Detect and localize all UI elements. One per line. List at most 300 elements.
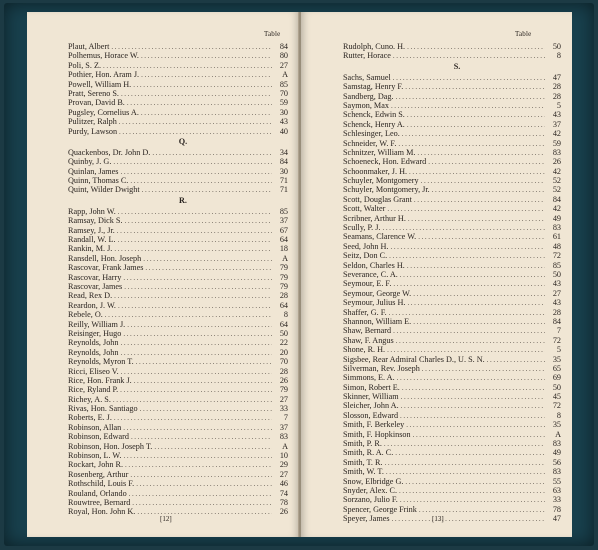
entry-name: Rothschild, Louis F. [68, 479, 135, 489]
index-entry [68, 254, 288, 263]
page-number: [12] [160, 515, 172, 523]
dot-leader [417, 149, 545, 158]
index-entry [68, 235, 288, 244]
entry-name: Provan, David B. [68, 98, 125, 108]
entry-name: Simmons, E. A. [343, 373, 395, 383]
dot-leader [402, 384, 545, 393]
entry-table-number: 83 [552, 439, 561, 449]
entry-table-number: 59 [279, 98, 288, 108]
entry-table-number: 84 [552, 316, 561, 326]
entry-name: Scott, Walter [343, 204, 386, 214]
entry-table-number: 85 [552, 260, 561, 270]
dot-leader [117, 227, 272, 236]
entry-name: Reisinger, Hugo [68, 328, 122, 338]
entry-table-number: 5 [556, 345, 561, 355]
entry-name: Seed, John H. [343, 241, 389, 251]
index-entry [343, 148, 561, 157]
entry-name: Reynolds, Myron T. [68, 357, 134, 367]
dot-leader [407, 262, 545, 271]
entry-name: Sachs, Samuel [343, 72, 391, 82]
entry-table-number: 65 [552, 363, 561, 373]
index-entry [68, 226, 288, 235]
index-entry [343, 214, 561, 223]
index-entry [343, 448, 561, 457]
entry-table-number: 79 [279, 272, 288, 282]
entry-table-number: 72 [552, 335, 561, 345]
dot-leader [405, 83, 545, 92]
index-entry [68, 80, 288, 89]
entry-table-number: 43 [552, 279, 561, 289]
entry-table-number: 46 [279, 479, 288, 489]
entry-table-number: 74 [279, 488, 288, 498]
dot-leader [121, 90, 272, 99]
entry-table-number: 85 [279, 206, 288, 216]
entry-table-number: 55 [552, 476, 561, 486]
entry-name: Rice, Ryland P. [68, 385, 119, 395]
entry-table-number: 8 [283, 310, 288, 320]
dot-leader [390, 243, 545, 252]
dot-leader [391, 102, 545, 111]
index-entry [68, 42, 288, 51]
entry-table-number: 18 [279, 244, 288, 254]
dot-leader [130, 177, 272, 186]
index-column [68, 42, 288, 517]
entry-name: Schnitzer, William M. [343, 147, 416, 157]
entry-name: Spencer, George Frink [343, 504, 417, 514]
dot-leader [384, 440, 545, 449]
index-entry [68, 367, 288, 376]
entry-table-number: 28 [279, 366, 288, 376]
index-entry [343, 317, 561, 326]
index-entry [68, 157, 288, 166]
entry-name: Schenck, Henry A. [343, 119, 405, 129]
entry-name: Ransdell, Hon. Joseph [68, 253, 142, 263]
entry-table-number: 8 [556, 51, 561, 61]
entry-name: Rankin, M. J. [68, 244, 113, 254]
entry-table-number: 64 [279, 319, 288, 329]
index-entry [343, 204, 561, 213]
index-entry [68, 108, 288, 117]
dot-leader [129, 490, 272, 499]
dot-leader [397, 374, 545, 383]
dot-leader [123, 424, 272, 433]
dot-leader [152, 149, 272, 158]
entry-name: Purdy, Lawson [68, 126, 118, 136]
dot-leader [132, 499, 272, 508]
index-entry [68, 207, 288, 216]
entry-table-number: 78 [552, 504, 561, 514]
entry-name: Plaut, Albert [68, 42, 110, 51]
entry-table-number: 28 [279, 291, 288, 301]
entry-table-number: 26 [552, 157, 561, 167]
entry-name: Quinlan, James [68, 166, 119, 176]
index-entry [343, 101, 561, 110]
dot-leader [400, 271, 545, 280]
entry-table-number: A [282, 441, 288, 451]
entry-name: Smith, F. Berkeley [343, 420, 405, 430]
index-entry [68, 432, 288, 441]
dot-leader [114, 414, 272, 423]
index-entry [68, 282, 288, 291]
index-entry [68, 507, 288, 516]
entry-name: Poli, S. Z. [68, 60, 101, 70]
index-entry [343, 411, 561, 420]
index-entry [68, 51, 288, 60]
entry-name: Roberts, E. J. [68, 413, 112, 423]
entry-table-number: 72 [552, 401, 561, 411]
entry-table-number: 33 [552, 495, 561, 505]
index-entry [68, 117, 288, 126]
entry-table-number: 42 [552, 166, 561, 176]
index-entry [343, 486, 561, 495]
index-entry [68, 176, 288, 185]
entry-table-number: 83 [552, 467, 561, 477]
entry-name: Rivas, Hon. Santiago [68, 404, 138, 414]
entry-table-number: 80 [279, 51, 288, 61]
dot-leader [401, 402, 545, 411]
entry-name: Samstag, Henry F. [343, 82, 404, 92]
index-entry [343, 195, 561, 204]
index-entry [343, 439, 561, 448]
entry-table-number: 7 [283, 413, 288, 423]
entry-table-number: 70 [279, 357, 288, 367]
dot-leader [422, 365, 545, 374]
entry-table-number: 37 [279, 216, 288, 226]
entry-name: Read, Rex D. [68, 291, 113, 301]
entry-table-number: 42 [552, 204, 561, 214]
index-entry [68, 98, 288, 107]
entry-table-number: 84 [279, 157, 288, 167]
entry-name: Pratt, Sereno S. [68, 88, 119, 98]
dot-leader [413, 431, 545, 440]
page-number: [13] [432, 515, 444, 523]
index-entry [343, 308, 561, 317]
entry-name: Silverman, Rev. Joseph [343, 363, 420, 373]
entry-table-number: 26 [279, 507, 288, 517]
index-entry [68, 395, 288, 404]
entry-name: Saymon, Max [343, 100, 389, 110]
entry-table-number: 83 [279, 432, 288, 442]
entry-table-number: A [555, 429, 561, 439]
entry-name: Rosenberg, Arthur [68, 469, 129, 479]
dot-leader [125, 217, 272, 226]
entry-table-number: 83 [552, 223, 561, 233]
index-entry [343, 139, 561, 148]
dot-leader [392, 515, 545, 524]
index-entry [343, 467, 561, 476]
index-entry [343, 167, 561, 176]
entry-table-number: 37 [279, 422, 288, 432]
entry-name: Schneider, W. F. [343, 138, 397, 148]
dot-leader [137, 508, 272, 517]
dot-leader [393, 327, 545, 336]
index-entry [343, 289, 561, 298]
entry-name: Rouwtree, Bernard [68, 497, 131, 507]
index-entry [68, 470, 288, 479]
index-entry [68, 244, 288, 253]
entry-name: Sandberg, Dag. [343, 91, 394, 101]
entry-table-number: 43 [552, 298, 561, 308]
entry-table-number: A [282, 70, 288, 80]
index-entry [68, 320, 288, 329]
entry-table-number: 28 [552, 307, 561, 317]
entry-table-number: 22 [279, 338, 288, 348]
index-entry [68, 460, 288, 469]
dot-leader [413, 318, 545, 327]
index-entry [68, 489, 288, 498]
entry-name: Pulitzer, Ralph [68, 117, 117, 127]
dot-leader [407, 121, 545, 130]
dot-leader [418, 233, 545, 242]
dot-leader [140, 405, 272, 414]
index-entry [68, 127, 288, 136]
entry-name: Robinson, Hon. Joseph T. [68, 441, 153, 451]
entry-name: Scribner, Arthur H. [343, 213, 406, 223]
dot-leader [127, 321, 272, 330]
entry-table-number: A [282, 253, 288, 263]
index-entry [343, 392, 561, 401]
entry-name: Rascovar, Harry [68, 272, 122, 282]
index-entry [343, 251, 561, 260]
index-entry [343, 51, 561, 60]
entry-name: Scott, Douglas Grant [343, 194, 412, 204]
index-entry [68, 216, 288, 225]
entry-name: Reynolds, John [68, 347, 119, 357]
dot-leader [136, 480, 272, 489]
dot-leader [114, 292, 272, 301]
entry-table-number: 43 [552, 110, 561, 120]
entry-name: Robinson, Edward [68, 432, 129, 442]
index-entry [343, 223, 561, 232]
entry-name: Smith, R. A. C. [343, 448, 394, 458]
index-entry [343, 345, 561, 354]
dot-leader [142, 186, 272, 195]
dot-leader [143, 255, 272, 264]
entry-name: Slosson, Edward [343, 410, 399, 420]
dot-leader [145, 264, 272, 273]
entry-table-number: 78 [279, 497, 288, 507]
entry-name: Speyer, James [343, 514, 390, 524]
entry-table-number: 79 [279, 281, 288, 291]
dot-leader [407, 111, 545, 120]
index-entry [68, 310, 288, 319]
dot-leader [409, 168, 545, 177]
index-entry [343, 157, 561, 166]
dot-leader [399, 487, 545, 496]
entry-table-number: 35 [552, 354, 561, 364]
dot-leader [118, 208, 272, 217]
entry-table-number: 48 [552, 241, 561, 251]
entry-name: Ricci, Eliseo V. [68, 366, 119, 376]
entry-name: Ramsay, Dick S. [68, 216, 123, 226]
index-entry [68, 338, 288, 347]
entry-name: Skinner, William [343, 392, 399, 402]
index-entry [343, 270, 561, 279]
entry-name: Sigsbee, Rear Admiral Charles D., U. S. N. [343, 354, 485, 364]
entry-name: Rutter, Horace [343, 51, 391, 61]
entry-name: Pothier, Hon. Aram J. [68, 70, 140, 80]
entry-table-number: 50 [552, 269, 561, 279]
index-entry [343, 120, 561, 129]
index-entry [343, 514, 561, 523]
dot-leader [432, 186, 545, 195]
entry-table-number: 37 [552, 119, 561, 129]
dot-leader [105, 311, 272, 320]
entry-name: Quackenbos, Dr. John D. [68, 147, 151, 157]
entry-table-number: 84 [552, 194, 561, 204]
index-entry [343, 364, 561, 373]
right-page [301, 12, 572, 537]
entry-table-number: 70 [279, 88, 288, 98]
dot-leader [406, 421, 545, 430]
index-entry [343, 495, 561, 504]
index-entry [343, 110, 561, 119]
entry-table-number: 28 [552, 82, 561, 92]
entry-name: Smith, F. Hopkinson [343, 429, 411, 439]
entry-name: Richey, A. S. [68, 394, 111, 404]
entry-name: Rascovar, James [68, 281, 123, 291]
entry-name: Schenck, Edwin S. [343, 110, 405, 120]
entry-name: Rascovar, Frank James [68, 263, 144, 273]
entry-name: Rapp, John W. [68, 206, 116, 216]
entry-table-number: 49 [552, 213, 561, 223]
entry-name: Seymour, George W. [343, 288, 412, 298]
dot-leader [393, 74, 545, 83]
index-entry [68, 89, 288, 98]
entry-name: Reardon, J. W. [68, 300, 116, 310]
entry-name: Robinson, L. W. [68, 451, 122, 461]
index-entry [343, 185, 561, 194]
entry-name: Robinson, Allan [68, 422, 122, 432]
entry-name: Shone, R. H. [343, 345, 386, 355]
entry-name: Ramsey, J., Jr. [68, 225, 115, 235]
index-entry [343, 261, 561, 270]
index-column [343, 42, 561, 524]
entry-name: Seamans, Clarence W. [343, 232, 417, 242]
entry-table-number: 71 [279, 185, 288, 195]
index-entry [343, 477, 561, 486]
entry-table-number: 20 [279, 347, 288, 357]
entry-table-number: 40 [279, 126, 288, 136]
index-entry [68, 61, 288, 70]
dot-leader [389, 309, 545, 318]
entry-name: Quint, Wilder Dwight [68, 185, 140, 195]
entry-table-number: 63 [552, 485, 561, 495]
dot-leader [133, 81, 272, 90]
dot-leader [407, 299, 545, 308]
entry-table-number: 67 [279, 225, 288, 235]
entry-name: Shaw, Bernard [343, 326, 392, 336]
entry-table-number: 10 [279, 451, 288, 461]
entry-name: Snow, Elbridge G. [343, 476, 404, 486]
index-entry [343, 279, 561, 288]
dot-leader [386, 468, 545, 477]
index-entry [343, 82, 561, 91]
section-heading: R. [179, 195, 187, 205]
dot-leader [141, 52, 272, 61]
entry-name: Smith, W. T. [343, 467, 384, 477]
dot-leader [396, 93, 545, 102]
entry-name: Scully, P. J. [343, 223, 381, 233]
entry-name: Seldon, Charles H. [343, 260, 405, 270]
entry-table-number: 7 [556, 326, 561, 336]
entry-name: Shannon, William E. [343, 316, 412, 326]
entry-name: Smith, P. R. [343, 439, 382, 449]
dot-leader [393, 280, 545, 289]
entry-name: Quinn, Thomas C. [68, 176, 129, 186]
entry-table-number: 49 [552, 448, 561, 458]
entry-name: Rebele, O. [68, 310, 103, 320]
entry-name: Rice, Hon. Frank J. [68, 375, 132, 385]
dot-leader [395, 449, 545, 458]
dot-leader [154, 443, 272, 452]
dot-leader [120, 386, 272, 395]
dot-leader [401, 393, 545, 402]
index-entry [68, 301, 288, 310]
entry-table-number: 79 [279, 385, 288, 395]
index-entry [343, 242, 561, 251]
dot-leader [119, 128, 272, 137]
index-entry [343, 458, 561, 467]
entry-table-number: 27 [279, 469, 288, 479]
index-entry [68, 404, 288, 413]
dot-leader [393, 52, 545, 61]
entry-table-number: 79 [279, 263, 288, 273]
dot-leader [141, 109, 272, 118]
entry-table-number: 5 [556, 100, 561, 110]
index-entry [343, 176, 561, 185]
dot-leader [121, 339, 273, 348]
dot-leader [123, 274, 272, 283]
dot-leader [124, 283, 272, 292]
index-entry [343, 232, 561, 241]
dot-leader [428, 158, 545, 167]
entry-table-number: 47 [552, 514, 561, 524]
entry-name: Schuyler, Montgomery [343, 176, 419, 186]
index-entry [68, 185, 288, 194]
index-entry [68, 442, 288, 451]
dot-leader [387, 205, 545, 214]
entry-table-number: 29 [279, 460, 288, 470]
dot-leader [113, 158, 272, 167]
entry-name: Sorzano, Julio F. [343, 495, 398, 505]
table-column-header: Table [264, 30, 281, 38]
entry-table-number: 27 [279, 394, 288, 404]
dot-leader [125, 461, 272, 470]
dot-leader [407, 43, 545, 52]
index-entry [68, 273, 288, 282]
dot-leader [421, 177, 545, 186]
index-entry [68, 498, 288, 507]
dot-leader [118, 302, 272, 311]
entry-table-number: 64 [279, 235, 288, 245]
index-entry [343, 383, 561, 392]
entry-name: Reilly, William J. [68, 319, 126, 329]
entry-name: Reynolds, John [68, 338, 119, 348]
index-entry [343, 42, 561, 51]
dot-leader [413, 290, 545, 299]
index-entry [68, 329, 288, 338]
index-entry [68, 413, 288, 422]
entry-name: Smith, T. R. [343, 457, 383, 467]
dot-leader [134, 377, 272, 386]
dot-leader [385, 459, 545, 468]
dot-leader [123, 330, 272, 339]
index-entry [343, 73, 561, 82]
entry-name: Severance, C. A. [343, 269, 398, 279]
index-entry [68, 357, 288, 366]
entry-name: Shaw, F. Angus [343, 335, 394, 345]
